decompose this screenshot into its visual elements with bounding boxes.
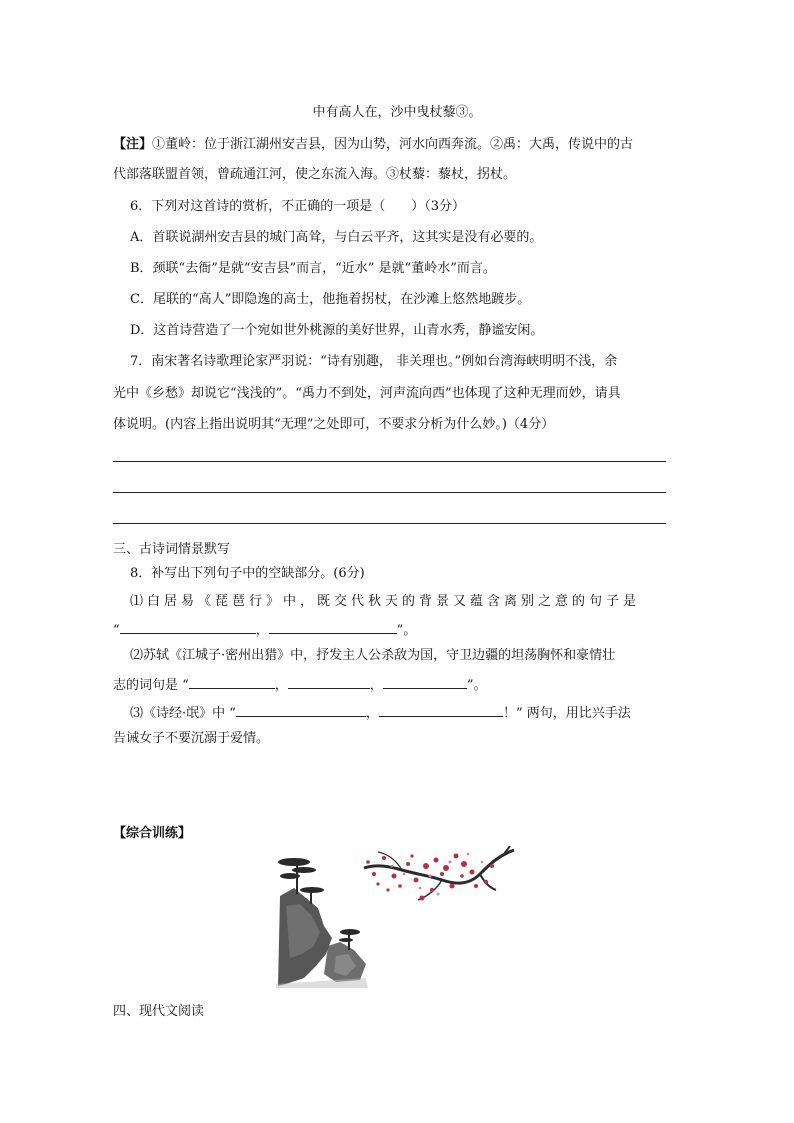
item-1-comma: ，	[255, 623, 269, 638]
item-3-line-2: 告诫女子不要沉溺于爱情。	[113, 731, 270, 746]
note-label: 【注】	[113, 137, 153, 152]
item-2-blank-2[interactable]	[288, 674, 370, 689]
note-line-2: 代部落联盟首领，曾疏通江河，使之东流入海。③杖藜：藜杖，拐杖。	[113, 167, 517, 182]
ink-mountain	[276, 888, 368, 988]
item-2-blank-3[interactable]	[383, 674, 467, 689]
answer-line-1[interactable]	[113, 461, 666, 462]
note-text-1: ①董岭：位于浙江湖州安吉县，因为山势，河水向西奔流。②禹：大禹，传说中的古	[152, 137, 634, 152]
poem-last-line: 中有高人在，沙中曳杖藜③。	[312, 105, 482, 120]
question-6-option-a: A．首联说湖州安吉县的城门高耸，与白云平齐，这其实是没有必要的。	[130, 230, 543, 245]
item-2-line-1: ⑵苏轼《江城子·密州出猎》中，抒发主人公杀敌为国，守卫边疆的坦荡胸怀和豪情壮	[130, 648, 616, 663]
question-6-option-c: C．尾联的“高人”即隐逸的高士，他拖着拐杖，在沙滩上悠然地踱步。	[130, 292, 531, 307]
item-2-comma-2: ，	[369, 678, 383, 693]
item-2-close: ”。	[466, 678, 487, 693]
item-1-blank-1[interactable]	[120, 619, 256, 634]
item-2-prefix: 志的词句是 “	[113, 678, 189, 693]
item-1-open-quote: “	[113, 623, 120, 638]
section-4-heading: 四、现代文阅读	[113, 1004, 205, 1019]
section-3-heading: 三、古诗词情景默写	[113, 542, 231, 557]
question-6-option-d: D．这首诗营造了一个宛如世外桃源的美好世界，山青水秀，静谧安闲。	[130, 323, 544, 338]
item-3-line-1	[130, 702, 631, 723]
item-2-comma-1: ，	[274, 678, 288, 693]
note-line-1	[113, 136, 633, 154]
item-1-line-2	[113, 619, 416, 640]
plum-branch	[364, 846, 514, 900]
training-heading: 【综合训练】	[113, 826, 192, 841]
question-7-line-3: 体说明。(内容上指出说明其“无理”之处即可，不要求分析为什么妙。)（4分）	[113, 417, 555, 432]
item-3-comma: ，	[365, 706, 379, 721]
item-3-close: ！” 两句，用比兴手法	[502, 706, 631, 721]
question-6-option-b: B．颈联“去衙”是就“安吉县”而言，“近水” 是就“董岭水”而言。	[130, 261, 496, 276]
item-2-line-2	[113, 674, 486, 695]
item-1-close: ”。	[396, 623, 417, 638]
answer-line-3[interactable]	[113, 523, 666, 524]
answer-line-2[interactable]	[113, 492, 666, 493]
question-8-stem: 8．补写出下列句子中的空缺部分。(6分)	[130, 566, 365, 581]
item-1-blank-2[interactable]	[269, 619, 397, 634]
item-3-prefix: ⑶《诗经·氓》中 “	[130, 706, 236, 721]
ink-landscape-illustration	[276, 846, 516, 988]
item-3-blank-2[interactable]	[379, 702, 503, 717]
item-1-line-1: ⑴白居易《琵琶行》中，既交代秋天的背景又蕴含离别之意的句子是	[130, 594, 641, 609]
question-7-line-1: 7．南宋著名诗歌理论家严羽说：“诗有别趣， 非关理也。”例如台湾海峡明明不浅，余	[130, 354, 618, 369]
item-2-blank-1[interactable]	[189, 674, 275, 689]
item-3-blank-1[interactable]	[236, 702, 366, 717]
question-6-stem: 6．下列对这首诗的赏析，不正确的一项是（ ）（3分）	[130, 199, 466, 214]
question-7-line-2: 光中《乡愁》却说它“浅浅的”。“禹力不到处，河声流向西”也体现了这种无理而妙，请具	[113, 386, 621, 401]
